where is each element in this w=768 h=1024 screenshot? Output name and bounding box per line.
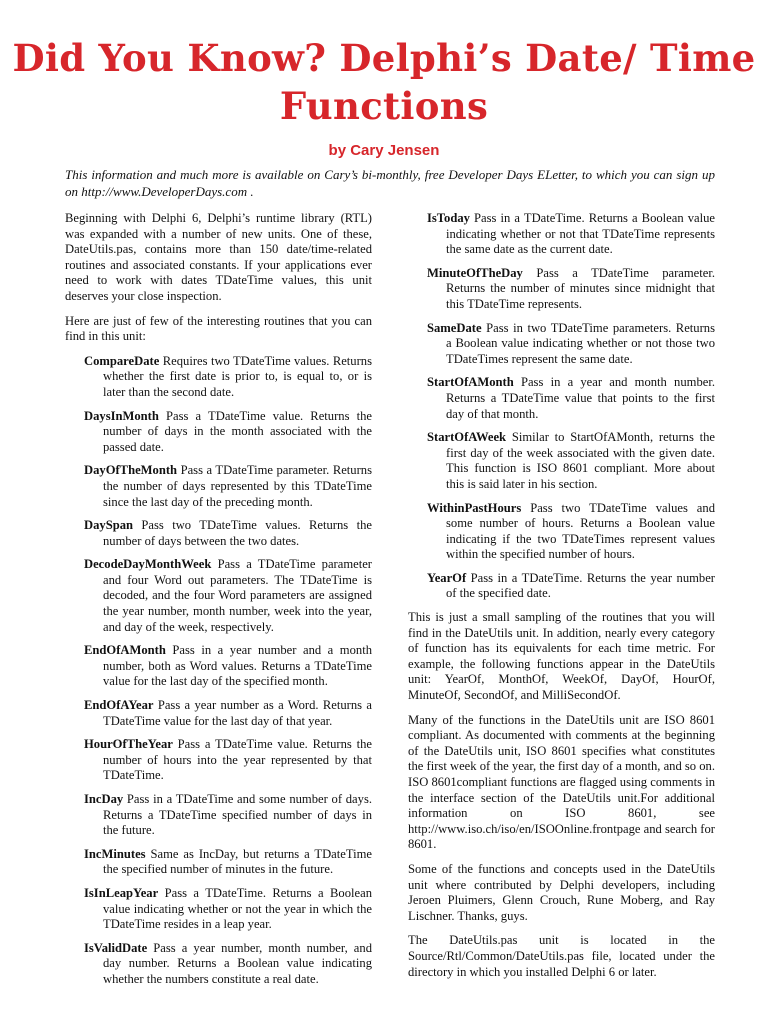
function-description: Pass a TDateTime value. Returns the number of days in the month associated with the passed date. <box>103 408 372 454</box>
function-description: Pass a TDateTime value. Returns the number of hours into the year represented by that TDateTime. <box>103 737 372 783</box>
right-column <box>408 211 715 989</box>
function-entry <box>84 698 372 729</box>
function-name: WithinPastHours <box>427 500 522 515</box>
function-name: IsInLeapYear <box>84 885 159 900</box>
function-entry <box>84 886 372 933</box>
function-entry <box>427 375 715 422</box>
function-name: DayOfTheMonth <box>84 463 178 478</box>
function-entry <box>427 321 715 368</box>
article-title: Did You Know? Delphi’s Date/ Time Functions <box>12 36 756 128</box>
function-entry <box>84 643 372 690</box>
function-name: MinuteOfTheDay <box>427 265 523 280</box>
body-paragraph: This is just a small sampling of the routines that you will find in the DateUtils unit. In addition, nearly every category of function has its equivalents for each time metric. For example, the following functions appear in the DateUtils unit: YearOf, MonthOf, WeekOf, DayOf, HourOf, MinuteOf, SecondOf, and MilliSecondOf. <box>408 610 715 703</box>
function-name: IsValidDate <box>84 940 148 955</box>
function-description: Pass in a TDateTime. Returns the year number of the specified date. <box>446 570 715 601</box>
function-description: Same as IncDay, but returns a TDateTime the specified number of minutes in the future. <box>103 846 372 877</box>
function-name: HourOfTheYear <box>84 737 173 752</box>
function-entry <box>84 737 372 784</box>
function-description: Pass a year number as a Word. Returns a TDateTime value for the last day of that year. <box>103 698 372 728</box>
function-name: IncDay <box>84 792 124 806</box>
body-paragraph: Many of the functions in the DateUtils unit are ISO 8601 compliant. As documented with comments at the beginning of the DateUtils unit, ISO 8601 specifies what constitutes the first week of the year, the first day of a month, and so on. ISO 8601compliant functions are flagged using comments in the interface section of the DateUtils unit.For additional information on ISO 8601, see http://www.iso.ch/iso/en/ISOOnline.frontpage and search for 8601. <box>408 712 715 852</box>
function-entry <box>427 266 715 313</box>
byline: by Cary Jensen <box>328 142 440 159</box>
left-column <box>65 211 372 996</box>
function-description: Pass two TDateTime values. Returns the number of days between the two dates. <box>103 518 372 548</box>
function-entry <box>84 518 372 549</box>
function-name: StartOfAWeek <box>427 430 507 445</box>
function-name: EndOfAYear <box>84 698 154 713</box>
function-name: DaySpan <box>84 518 133 533</box>
function-description: Pass in two TDateTime parameters. Returns a Boolean value indicating whether or not those two TDateTimes represent the same date. <box>446 320 715 366</box>
function-name: StartOfAMonth <box>427 375 514 390</box>
function-description: Pass a TDateTime. Returns a Boolean value indicating whether or not the year in which the TDateTime resides in a leap year. <box>103 885 372 932</box>
function-name: CompareDate <box>84 353 160 368</box>
function-name: IsToday <box>427 211 470 225</box>
function-description: Pass a TDateTime parameter. Returns the number of days represented by this TDateTime since the last day of the preceding month. <box>103 463 372 509</box>
function-description: Pass in a year and month number. Returns a TDateTime value that points to the first day of that month. <box>446 375 715 421</box>
function-entry <box>427 430 715 492</box>
function-entry <box>84 557 372 635</box>
function-description: Pass a year number, month number, and day number. Returns a Boolean value indicating whether the numbers constitute a real date. <box>103 940 372 986</box>
function-description: Requires two TDateTime values. Returns whether the first date is prior to, is equal to, or is later than the second date. <box>103 353 372 399</box>
function-description: Similar to StartOfAMonth, returns the first day of the week associated with the given date. This function is ISO 8601 compliant. More about this is said later in his section. <box>446 430 715 491</box>
function-description: Pass a TDateTime parameter and four Word out parameters. The TDateTime is decoded, and the four Word parameters are assigned the year number, month number, week into the year, and day of the week, respectively. <box>103 557 372 634</box>
function-description: Pass in a TDateTime. Returns a Boolean value indicating whether or not that TDateTime represents the same date as the current date. <box>446 211 715 257</box>
function-description: Pass in a TDateTime and some number of days. Returns a TDateTime specified number of days in the future. <box>103 792 372 838</box>
body-paragraph: The DateUtils.pas unit is located in the Source/Rtl/Common/DateUtils.pas file, located under the directory in which you installed Delphi 6 or later. <box>408 933 715 979</box>
function-description: Pass two TDateTime values and some number of hours. Returns a Boolean value indicating if the two TDateTimes represent values within the specified number of hours. <box>446 500 715 562</box>
function-entry <box>427 501 715 563</box>
function-description: Pass in a year number and a month number, both as Word values. Returns a TDateTime value for the last day of the specified month. <box>103 643 372 689</box>
function-entry <box>84 792 372 839</box>
function-entry <box>84 409 372 456</box>
body-paragraph: Some of the functions and concepts used in the DateUtils unit where contributed by Delphi developers, including Jeroen Pluimers, Glenn Crouch, Rune Moberg, and Ray Lischner. Thanks, guys. <box>408 861 715 923</box>
function-entry <box>84 941 372 988</box>
function-entry <box>84 463 372 510</box>
function-entry <box>427 211 715 258</box>
function-entry <box>427 571 715 602</box>
function-name: DecodeDayMonthWeek <box>84 557 212 572</box>
body-paragraph: Here are just of few of the interesting routines that you can find in this unit: <box>65 313 372 344</box>
function-name: YearOf <box>427 570 467 585</box>
body-paragraph: Beginning with Delphi 6, Delphi’s runtime library (RTL) was expanded with a number of new units. One of these, DateUtils.pas, contains more than 150 date/time-related routines and associated constants. If your applications ever need to work with dates TDateTime values, this unit deserves your close inspection. <box>65 211 372 303</box>
function-name: DaysInMonth <box>84 408 159 423</box>
function-name: IncMinutes <box>84 846 146 861</box>
function-entry <box>84 847 372 878</box>
function-name: EndOfAMonth <box>84 643 166 658</box>
function-name: SameDate <box>427 320 482 335</box>
function-description: Pass a TDateTime parameter. Returns the number of minutes since midnight that this TDateTime represents. <box>446 265 715 311</box>
function-entry <box>84 354 372 401</box>
intro-note: This information and much more is available on Cary’s bi-monthly, free Developer Days ELetter, to which you can sign up on http://www.DeveloperDays.com . <box>65 167 715 199</box>
